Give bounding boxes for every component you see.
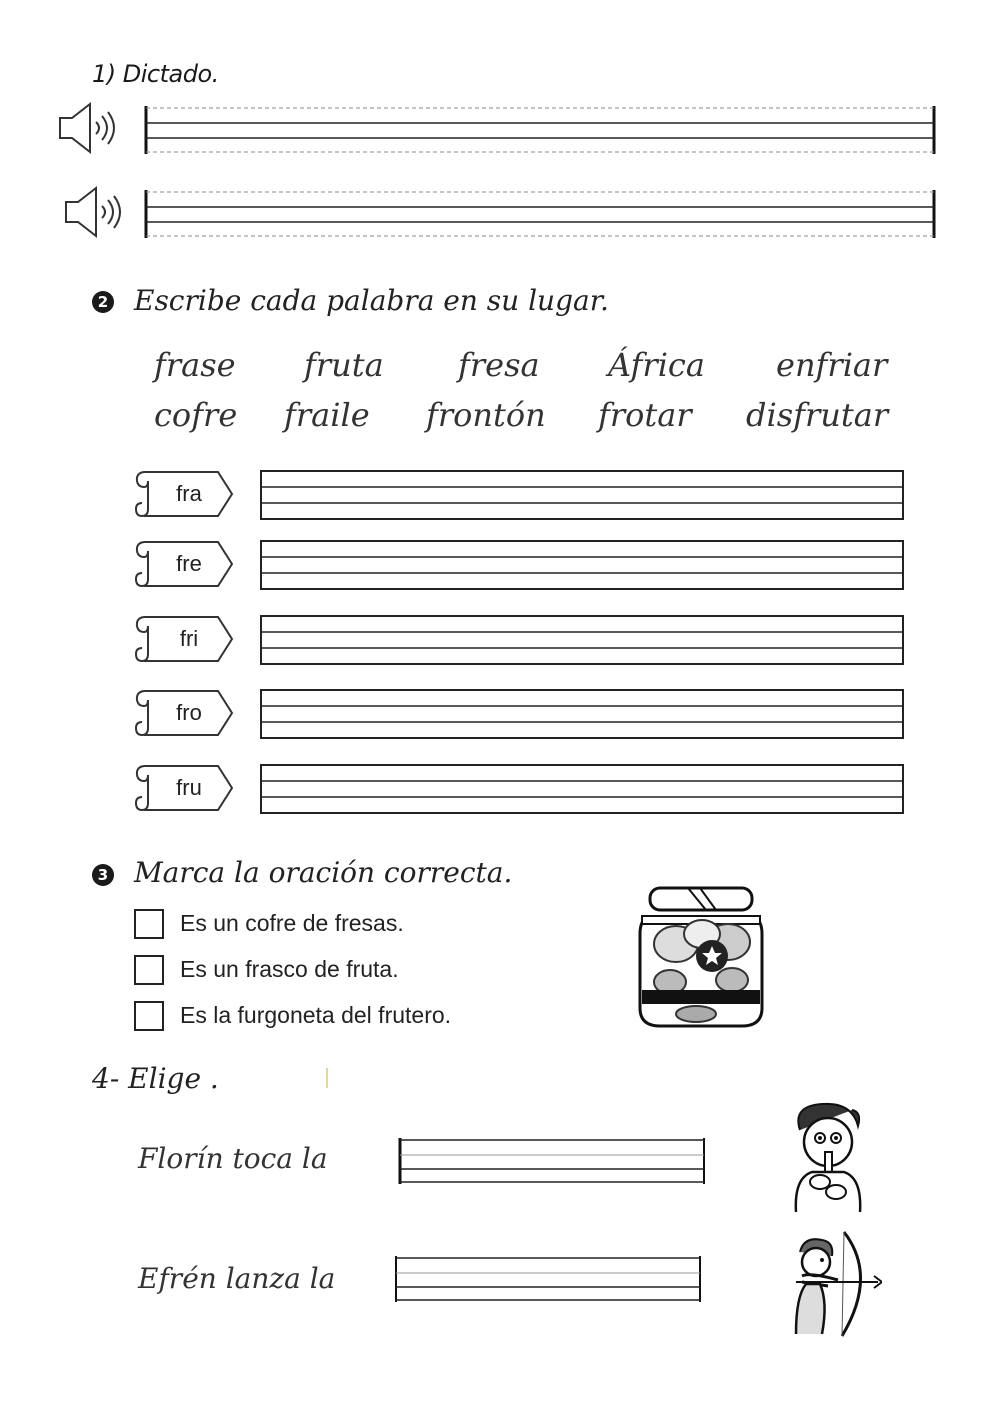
word-item: cofre [154, 396, 238, 434]
sentence-label-1: Florín toca la [138, 1142, 328, 1175]
section-4-title: 4- Elige . [92, 1062, 219, 1095]
syllable-label: fre [176, 551, 202, 576]
syllable-write-box-fru[interactable] [260, 764, 904, 814]
section-2-number: 2 [92, 291, 114, 313]
syllable-label: fro [176, 700, 202, 725]
dictation-line-1[interactable] [144, 106, 938, 154]
boy-flute-icon [782, 1100, 872, 1216]
word-item: fruta [304, 346, 384, 384]
dictation-line-2[interactable] [144, 190, 938, 238]
option-checkbox-2[interactable] [134, 955, 164, 985]
word-item: África [608, 346, 705, 384]
option-label-1: Es un cofre de fresas. [180, 910, 404, 936]
syllable-label: fri [179, 626, 199, 651]
text-cursor [326, 1068, 328, 1088]
syllable-label: fra [176, 481, 202, 506]
answer-box-1[interactable] [398, 1138, 708, 1184]
syllable-tag-fro [134, 688, 234, 738]
word-item: enfriar [776, 346, 888, 384]
option-label-3: Es la furgoneta del frutero. [180, 1002, 452, 1028]
archer-icon [782, 1226, 882, 1342]
section-3-title: Marca la oración correcta. [134, 856, 513, 889]
word-item: frotar [598, 396, 692, 434]
fruit-jar-icon [636, 882, 766, 1032]
section-1-title: 1) Dictado. [92, 60, 219, 88]
syllable-tag-fru [134, 763, 234, 813]
syllable-tag-fre [134, 539, 234, 589]
word-item: fresa [458, 346, 540, 384]
syllable-write-box-fre[interactable] [260, 540, 904, 590]
sentence-label-2: Efrén lanza la [138, 1262, 336, 1295]
syllable-tag-fri [134, 614, 234, 664]
syllable-write-box-fra[interactable] [260, 470, 904, 520]
section-3-number: 3 [92, 864, 114, 886]
syllable-write-box-fri[interactable] [260, 615, 904, 665]
word-item: frontón [426, 396, 546, 434]
syllable-label: fru [176, 775, 202, 800]
speaker-icon[interactable] [62, 184, 126, 240]
option-checkbox-3[interactable] [134, 1001, 164, 1031]
answer-box-2[interactable] [394, 1256, 704, 1302]
word-item: fraile [284, 396, 370, 434]
syllable-tag-fra [134, 469, 234, 519]
speaker-icon[interactable] [56, 100, 120, 156]
option-label-2: Es un frasco de fruta. [180, 956, 399, 982]
word-item: disfrutar [746, 396, 889, 434]
option-checkbox-1[interactable] [134, 909, 164, 939]
section-2-title: Escribe cada palabra en su lugar. [134, 284, 609, 317]
syllable-write-box-fro[interactable] [260, 689, 904, 739]
word-item: frase [154, 346, 236, 384]
